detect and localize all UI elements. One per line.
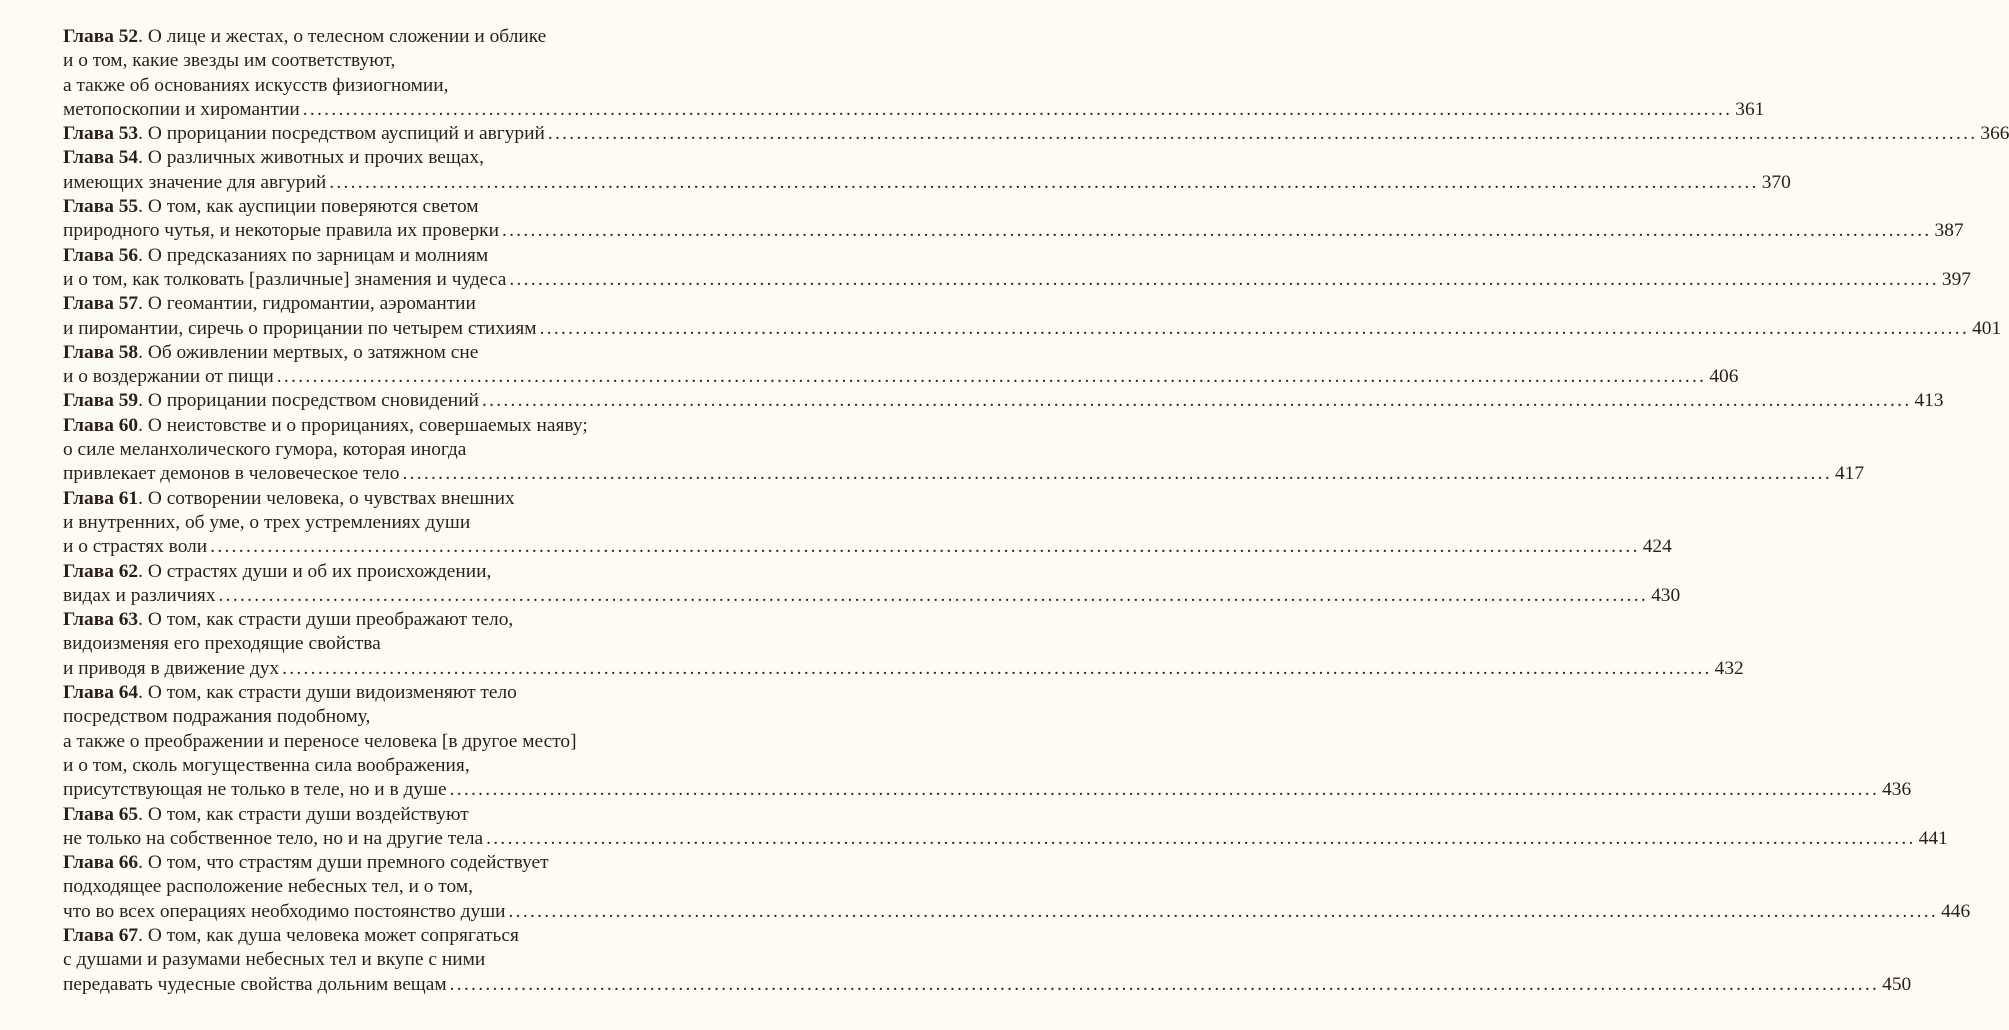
toc-line <box>63 171 1791 195</box>
chapter-label: Глава 58 <box>63 341 139 363</box>
chapter-label: Глава 56 <box>63 244 139 266</box>
chapter-title-text: посредством подражания подобному, <box>63 706 371 728</box>
toc-line <box>63 365 1739 389</box>
toc-line <box>63 778 1912 802</box>
toc-entry[interactable] <box>63 341 1739 390</box>
chapter-title-text: что во всех операциях необходимо постоянство души <box>63 900 506 922</box>
toc-entry[interactable] <box>63 560 1681 609</box>
chapter-title-text: О прорицании посредством сновидений <box>147 390 479 412</box>
dot-leader: ........................................................................................................................................................................................................ <box>402 463 1832 485</box>
toc-line <box>63 827 1948 851</box>
dot-leader: ........................................................................................................................................................................................................ <box>449 779 1880 801</box>
label-separator: . <box>138 123 148 145</box>
chapter-title-text: Об оживлении мертвых, о затяжном сне <box>147 341 479 363</box>
page-number: 432 <box>1714 657 1744 679</box>
toc-line <box>63 414 598 438</box>
toc-line <box>63 632 598 656</box>
page-number: 446 <box>1941 900 1971 922</box>
toc-line <box>63 292 598 316</box>
chapter-title-text: О том, как страсти души воздействуют <box>147 803 469 825</box>
toc-line <box>63 608 598 632</box>
label-separator: . <box>138 26 148 47</box>
toc-entry[interactable] <box>63 292 2002 341</box>
chapter-label: Глава 55 <box>63 196 139 218</box>
label-separator: . <box>138 852 148 874</box>
page-number: 450 <box>1882 973 1912 995</box>
toc-entry[interactable] <box>63 389 1944 413</box>
chapter-label: Глава 64 <box>63 682 139 704</box>
label-separator: . <box>138 293 148 315</box>
dot-leader: ........................................................................................................................................................................................................ <box>486 827 1916 849</box>
chapter-label: Глава 65 <box>63 803 139 825</box>
chapter-label: Глава 62 <box>63 560 139 582</box>
toc-line <box>63 851 598 875</box>
dot-leader: ........................................................................................................................................................................................................ <box>218 584 1649 606</box>
chapter-title-text: О сотворении человека, о чувствах внешних <box>147 487 515 509</box>
chapter-title-text: не только на собственное тело, но и на другие тела <box>63 827 484 849</box>
toc-line <box>63 803 598 827</box>
toc-line <box>63 754 598 778</box>
label-separator: . <box>138 803 148 825</box>
toc-line <box>63 122 2009 146</box>
toc-line <box>63 924 598 948</box>
chapter-label: Глава 54 <box>63 147 139 169</box>
chapter-title-text: О том, как страсти души преображают тело, <box>147 609 514 631</box>
chapter-label: Глава 60 <box>63 414 139 436</box>
toc-line <box>63 535 1672 559</box>
toc-line <box>63 25 598 49</box>
chapter-title-text: О том, как ауспиции поверяются светом <box>147 196 479 218</box>
toc-entry[interactable] <box>63 195 1964 244</box>
label-separator: . <box>138 487 148 509</box>
page-number: 401 <box>1972 317 2002 339</box>
chapter-title-text: О прорицании посредством ауспиций и авгурий <box>147 123 545 145</box>
label-separator: . <box>138 924 148 946</box>
chapter-title-text: и о том, как толковать [различные] знамения и чудеса <box>63 268 507 290</box>
chapter-title-text: О том, как душа человека может сопрягаться <box>147 924 519 946</box>
dot-leader: ........................................................................................................................................................................................................ <box>449 973 1880 995</box>
chapter-title-text: с душами и разумами небесных тел и вкупе с ними <box>63 949 486 971</box>
chapter-title-text: О лице и жестах, о телесном сложении и облике <box>147 26 547 47</box>
page-number: 370 <box>1761 171 1791 193</box>
dot-leader: ........................................................................................................................................................................................................ <box>508 900 1939 922</box>
toc-line <box>63 219 1964 243</box>
toc-line <box>63 244 598 268</box>
chapter-title-text: передавать чудесные свойства дольним вещам <box>63 973 447 995</box>
chapter-label: Глава 57 <box>63 293 139 315</box>
label-separator: . <box>138 244 148 266</box>
page-number: 436 <box>1882 779 1912 801</box>
chapter-label: Глава 52 <box>63 26 139 47</box>
chapter-title-text: О том, что страстям души премного содействует <box>147 852 549 874</box>
chapter-title-text: а также о преображении и переносе человека [в другое место] <box>63 730 577 752</box>
toc-line <box>63 948 598 972</box>
toc-line <box>63 49 598 73</box>
chapter-title-text: видоизменяя его преходящие свойства <box>63 633 381 655</box>
toc-entry[interactable] <box>63 803 1948 852</box>
chapter-title-text: и приводя в движение дух <box>63 657 280 679</box>
toc-line <box>63 584 1681 608</box>
label-separator: . <box>138 147 148 169</box>
label-separator: . <box>138 560 148 582</box>
dot-leader: ........................................................................................................................................................................................................ <box>210 536 1640 558</box>
dot-leader: ........................................................................................................................................................................................................ <box>547 123 1978 145</box>
page-number: 424 <box>1642 536 1672 558</box>
chapter-title-text: и о воздержании от пищи <box>63 366 274 388</box>
label-separator: . <box>138 682 148 704</box>
chapter-label: Глава 66 <box>63 852 139 874</box>
toc-line <box>63 730 598 754</box>
toc-line <box>63 74 598 98</box>
label-separator: . <box>138 414 148 436</box>
chapter-title-text: О неистовстве и о прорицаниях, совершаемых наяву; <box>147 414 588 436</box>
chapter-title-text: О страстях души и об их происхождении, <box>147 560 492 582</box>
toc-line <box>63 560 598 584</box>
chapter-title-text: о силе меланхолического гумора, которая иногда <box>63 439 467 461</box>
toc-entry[interactable] <box>63 924 1912 997</box>
chapter-title-text: и о том, какие звезды им соответствуют, <box>63 50 396 72</box>
chapter-title-text: подходящее расположение небесных тел, и о том, <box>63 876 473 898</box>
table-of-contents <box>63 25 2009 997</box>
dot-leader: ........................................................................................................................................................................................................ <box>509 268 1939 290</box>
toc-entry[interactable] <box>63 681 1912 802</box>
toc-entry[interactable] <box>63 608 1744 681</box>
toc-entry[interactable] <box>63 487 1672 560</box>
chapter-title-text: О геомантии, гидромантии, аэромантии <box>147 293 476 315</box>
chapter-title-text: О предсказаниях по зарницам и молниям <box>147 244 489 266</box>
page-number: 387 <box>1934 220 1964 242</box>
chapter-title-text: О различных животных и прочих вещах, <box>147 147 484 169</box>
toc-line <box>63 98 1765 122</box>
chapter-label: Глава 67 <box>63 924 139 946</box>
toc-entry[interactable] <box>63 851 1971 924</box>
label-separator: . <box>138 196 148 218</box>
page-number: 366 <box>1980 123 2009 145</box>
toc-line <box>63 462 1865 486</box>
label-separator: . <box>138 341 148 363</box>
chapter-label: Глава 53 <box>63 123 139 145</box>
chapter-title-text: и о страстях воли <box>63 536 208 558</box>
toc-entry[interactable] <box>63 414 1865 487</box>
chapter-label: Глава 59 <box>63 390 139 412</box>
chapter-title-text: привлекает демонов в человеческое тело <box>63 463 400 485</box>
toc-line <box>63 705 598 729</box>
page-number: 430 <box>1651 584 1681 606</box>
dot-leader: ........................................................................................................................................................................................................ <box>276 366 1707 388</box>
label-separator: . <box>138 609 148 631</box>
dot-leader: ........................................................................................................................................................................................................ <box>539 317 1970 339</box>
toc-line <box>63 487 598 511</box>
label-separator: . <box>138 390 148 412</box>
toc-line <box>63 268 1971 292</box>
chapter-label: Глава 61 <box>63 487 139 509</box>
dot-leader: ........................................................................................................................................................................................................ <box>282 657 1712 679</box>
chapter-title-text: видах и различиях <box>63 584 216 606</box>
chapter-title-text: и пиромантии, сиречь о прорицании по четырем стихиям <box>63 317 537 339</box>
page-number: 417 <box>1834 463 1865 485</box>
page-number: 397 <box>1941 268 1971 290</box>
toc-entry[interactable] <box>63 122 2009 146</box>
toc-line <box>63 317 2002 341</box>
page-number: 413 <box>1914 390 1944 412</box>
toc-entry[interactable] <box>63 146 1791 195</box>
dot-leader: ........................................................................................................................................................................................................ <box>481 390 1912 412</box>
toc-entry[interactable] <box>63 25 1765 122</box>
page-number: 441 <box>1918 827 1948 849</box>
toc-line <box>63 875 598 899</box>
chapter-title-text: метопоскопии и хиромантии <box>63 98 300 120</box>
chapter-title-text: и о том, сколь могущественна сила воображения, <box>63 754 470 776</box>
chapter-title-text: О том, как страсти души видоизменяют тело <box>147 682 517 704</box>
dot-leader: ........................................................................................................................................................................................................ <box>302 98 1733 120</box>
page-number: 406 <box>1709 366 1739 388</box>
dot-leader: ........................................................................................................................................................................................................ <box>329 171 1759 193</box>
chapter-title-text: присутствующая не только в теле, но и в душе <box>63 779 447 801</box>
toc-line <box>63 681 598 705</box>
toc-line <box>63 341 598 365</box>
dot-leader: ........................................................................................................................................................................................................ <box>501 220 1932 242</box>
chapter-title-text: природного чутья, и некоторые правила их проверки <box>63 220 499 242</box>
chapter-title-text: имеющих значение для авгурий <box>63 171 327 193</box>
toc-line <box>63 389 1944 413</box>
chapter-label: Глава 63 <box>63 609 139 631</box>
toc-line <box>63 195 598 219</box>
page-number: 361 <box>1735 98 1765 120</box>
toc-line <box>63 973 1912 997</box>
toc-line <box>63 657 1744 681</box>
toc-line <box>63 438 598 462</box>
toc-line <box>63 900 1971 924</box>
toc-line <box>63 511 598 535</box>
chapter-title-text: а также об основаниях искусств физиогномии, <box>63 74 449 96</box>
chapter-title-text: и внутренних, об уме, о трех устремлениях души <box>63 511 471 533</box>
toc-line <box>63 146 598 170</box>
toc-entry[interactable] <box>63 244 1971 293</box>
